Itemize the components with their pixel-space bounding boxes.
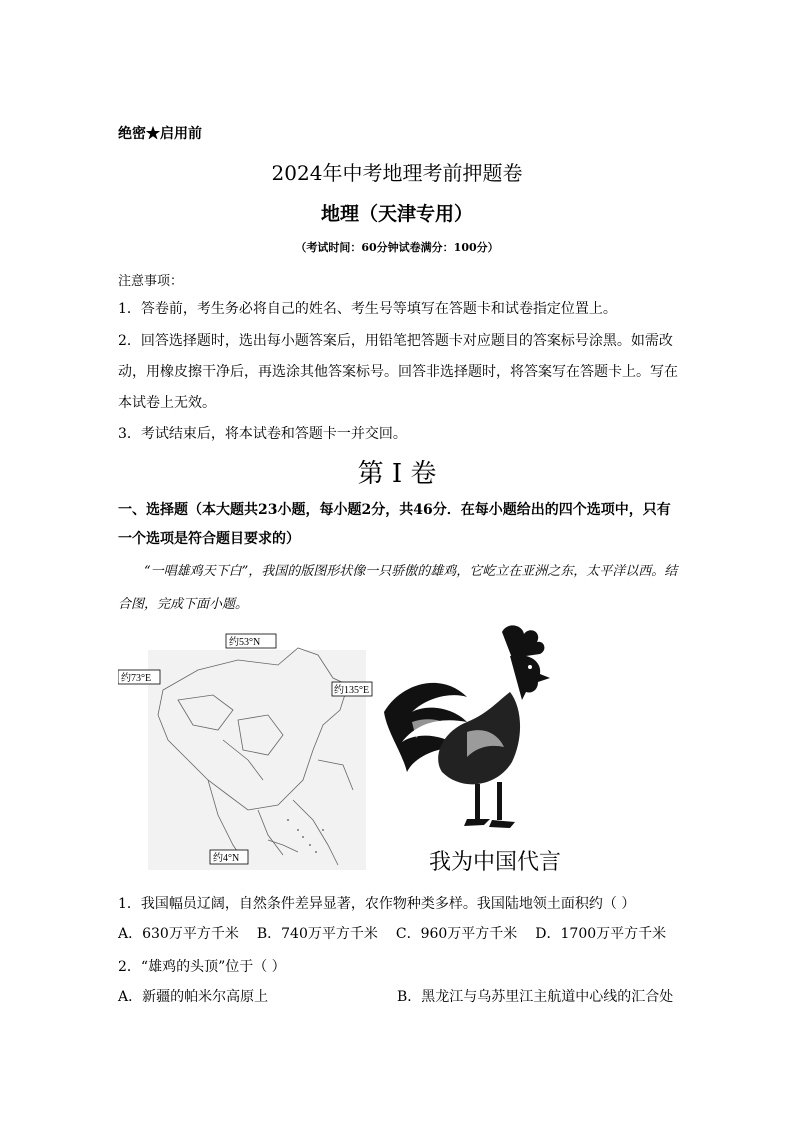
volume-title: 第 I 卷 <box>357 459 437 489</box>
notice-item-2: 2．回答选择题时，选出每小题答案后，用铅笔把答题卡对应题目的答案标号涂黑。如需改动，用橡皮擦干净后，再选涂其他答案标号。回答非选择题时，将答案写在答题卡上。写在本试卷上无效。 <box>118 333 678 411</box>
rooster-image <box>372 622 572 837</box>
notice-heading: 注意事项： <box>118 274 184 289</box>
secret-mark: 绝密★启用前 <box>118 126 202 142</box>
q1-option-b[interactable]: B．740万平方千米 <box>256 926 378 942</box>
notice-item-1: 1．答卷前，考生务必将自己的姓名、考生号等填写在答题卡和试卷指定位置上。 <box>118 301 617 317</box>
map-label-west: 约73°E <box>121 673 152 684</box>
q1-option-d[interactable]: D．1700万平方千米 <box>535 926 667 942</box>
section-heading: 一、选择题（本大题共23小题，每小题2分，共46分．在每小题给出的四个选项中，只有一个选项是符合题目要求的） <box>118 502 671 547</box>
china-map-image <box>118 630 373 870</box>
q2-option-a[interactable]: A．新疆的帕米尔高原上 <box>118 989 269 1005</box>
map-label-north: 约53°N <box>229 637 261 648</box>
exam-title: 2024年中考地理考前押题卷 <box>271 161 523 185</box>
exam-subtitle: 地理（天津专用） <box>320 203 473 225</box>
question-intro: “一唱雄鸡天下白”，我国的版图形状像一只骄傲的雄鸡，它屹立在亚洲之东，太平洋以西。结合图，完成下面小题。 <box>118 564 678 612</box>
map-label-east: 约135°E <box>334 685 370 696</box>
notice-item-3: 3．考试结束后，将本试卷和答题卡一并交回。 <box>118 426 407 442</box>
question-2-stem: 2．“雄鸡的头顶”位于（ ） <box>118 959 286 975</box>
q1-option-c[interactable]: C．960万平方千米 <box>395 926 518 942</box>
q2-option-b[interactable]: B．黑龙江与乌苏里江主航道中心线的汇合处 <box>397 989 674 1005</box>
map-label-south: 约4°N <box>213 853 240 864</box>
figure-caption: 我为中国代言 <box>428 850 561 875</box>
q1-option-a[interactable]: A．630万平方千米 <box>118 926 239 942</box>
question-1-options <box>118 923 680 943</box>
exam-meta: （考试时间：60分钟试卷满分：100分） <box>295 241 499 254</box>
question-1-stem: 1．我国幅员辽阔，自然条件差异显著，农作物种类多样。我国陆地领土面积约（ ） <box>118 896 636 912</box>
